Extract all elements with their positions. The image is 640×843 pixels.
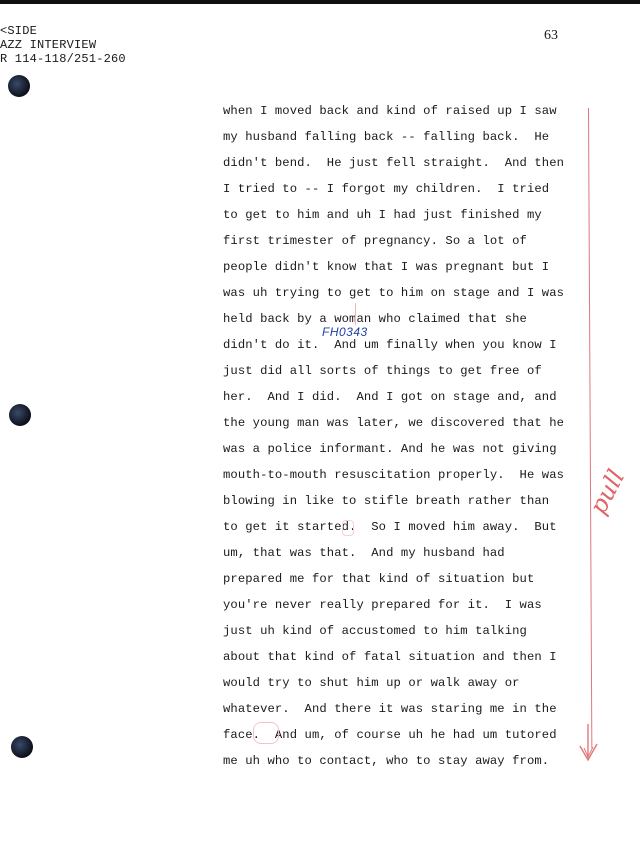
pencil-mark (342, 520, 354, 536)
transcript-line: prepared me for that kind of situation but (223, 572, 535, 586)
transcript-line: first trimester of pregnancy. So a lot of (223, 234, 527, 248)
transcript-line: face. And um, of course uh he had um tutored (223, 728, 557, 742)
transcript-line: people didn't know that I was pregnant but I (223, 260, 550, 274)
transcript-line: to get it started. So I moved him away. But (223, 520, 557, 534)
margin-bracket-line (588, 108, 592, 748)
transcript-line: I tried to -- I forgot my children. I tried (223, 182, 550, 196)
transcript-line: mouth-to-mouth resuscitation properly. He was (223, 468, 565, 482)
header-line-1: <SIDE (0, 24, 38, 38)
header-line-2: AZZ INTERVIEW (0, 38, 97, 52)
transcript-line: would try to shut him up or walk away or (223, 676, 520, 690)
page-number: 63 (544, 28, 558, 43)
handwritten-margin-note: pull (583, 465, 631, 519)
transcript-line: to get to him and uh I had just finished my (223, 208, 542, 222)
transcript-line: was a police informant. And he was not giving (223, 442, 557, 456)
transcript-line: her. And I did. And I got on stage and, and (223, 390, 557, 404)
binder-hole-bottom (11, 736, 33, 758)
transcript-line: just uh kind of accustomed to him talking (223, 624, 527, 638)
transcript-line: blowing in like to stifle breath rather than (223, 494, 550, 508)
pencil-circle-mark (253, 722, 279, 744)
transcript-line: whatever. And there it was staring me in the (223, 702, 557, 716)
transcript-line: held back by a woman who claimed that she (223, 312, 527, 326)
transcript-line: didn't bend. He just fell straight. And then (223, 156, 565, 170)
transcript-line: um, that was that. And my husband had (223, 546, 505, 560)
pencil-mark (343, 303, 356, 325)
binder-hole-middle (9, 404, 31, 426)
arrow-down-icon (578, 724, 600, 762)
transcript-body (223, 102, 583, 778)
transcript-line: when I moved back and kind of raised up I saw (223, 104, 557, 118)
scan-top-edge (0, 0, 640, 4)
header-line-3: R 114-118/251-260 (0, 52, 126, 66)
transcript-line: about that kind of fatal situation and then I (223, 650, 557, 664)
binder-hole-top (8, 75, 30, 97)
document-header (0, 24, 126, 66)
transcript-line: my husband falling back -- falling back. He (223, 130, 550, 144)
transcript-line: me uh who to contact, who to stay away from. (223, 754, 550, 768)
transcript-line: was uh trying to get to him on stage and I was (223, 286, 565, 300)
transcript-line: didn't do it. And um finally when you know I (223, 338, 557, 352)
transcript-line: the young man was later, we discovered that he (223, 416, 565, 430)
transcript-line: just did all sorts of things to get free of (223, 364, 542, 378)
document-id-stamp: FH0343 (322, 325, 368, 339)
transcript-line: you're never really prepared for it. I was (223, 598, 542, 612)
